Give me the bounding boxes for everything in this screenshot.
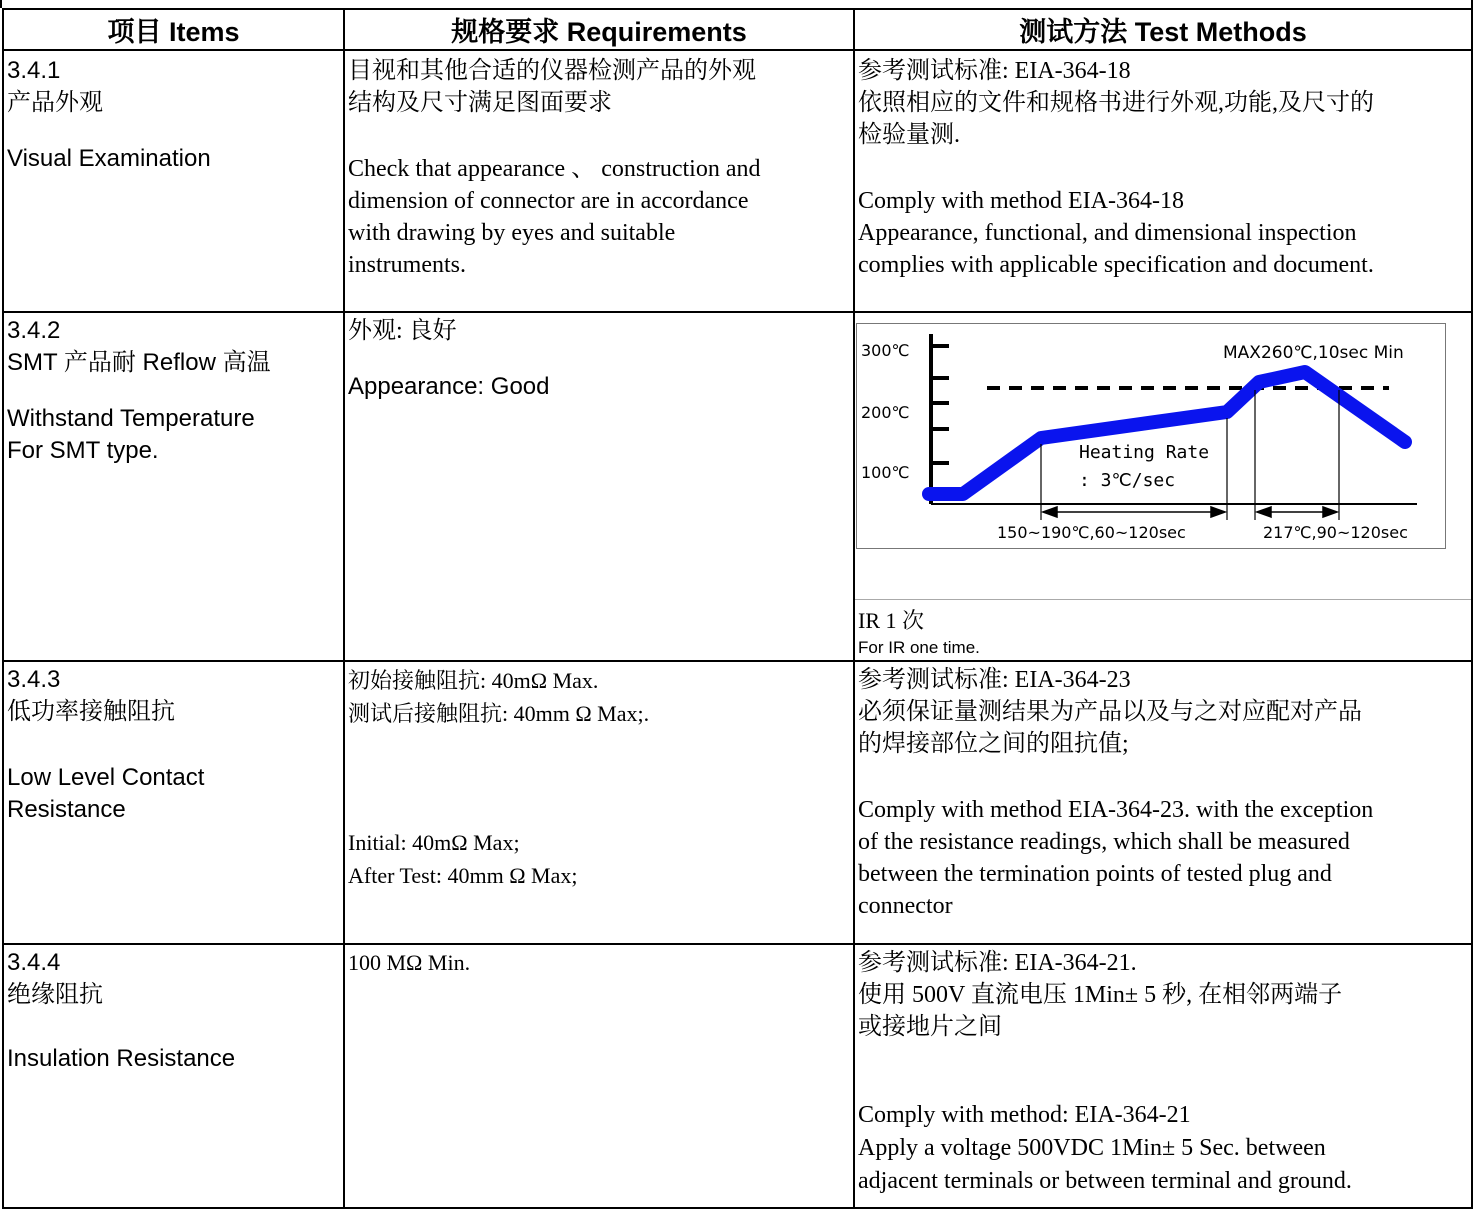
y-tick-label: 300℃ bbox=[861, 341, 910, 360]
method-cell bbox=[854, 661, 1472, 944]
text-line: Comply with method EIA-364-18 bbox=[858, 188, 1184, 214]
text-line: 100 MΩ Min. bbox=[348, 950, 471, 975]
item-name-en: For SMT type. bbox=[7, 437, 159, 464]
text-line: 外观: 良好 bbox=[348, 318, 457, 344]
text-line: 结构及尺寸满足图面要求 bbox=[348, 90, 612, 116]
table-row bbox=[3, 50, 1472, 312]
reflow-profile-chart bbox=[856, 323, 1446, 549]
y-tick-label: 200℃ bbox=[861, 403, 910, 422]
heating-rate-value: : 3℃/sec bbox=[1079, 470, 1176, 491]
text-line: Comply with method EIA-364-23. with the exception bbox=[858, 797, 1374, 823]
chart-divider bbox=[855, 599, 1471, 600]
method-cell bbox=[854, 50, 1472, 312]
text-line: Appearance: Good bbox=[348, 373, 550, 400]
item-name-en: Withstand Temperature bbox=[7, 405, 255, 432]
header-row bbox=[3, 9, 1472, 50]
text-line: 参考测试标准: EIA-364-23 bbox=[858, 667, 1131, 693]
text-line: After Test: 40mm Ω Max; bbox=[348, 863, 578, 888]
zone1-label: 150~190℃,60~120sec bbox=[997, 523, 1186, 542]
table-row bbox=[3, 944, 1472, 1208]
method-cell bbox=[854, 944, 1472, 1208]
item-cell bbox=[3, 312, 344, 661]
item-name-cn: 产品外观 bbox=[7, 89, 103, 116]
text-line: 使用 500V 直流电压 1Min± 5 秒, 在相邻两端子 bbox=[858, 982, 1343, 1008]
text-line: dimension of connector are in accordance bbox=[348, 188, 749, 214]
text-line: 目视和其他合适的仪器检测产品的外观 bbox=[348, 58, 756, 84]
text-line: complies with applicable specification and document. bbox=[858, 252, 1374, 278]
method-note-en: For IR one time. bbox=[858, 638, 980, 657]
text-line: 必须保证量测结果为产品以及与之对应配对产品 bbox=[858, 699, 1362, 725]
table-top-border bbox=[0, 0, 1473, 8]
text-line: instruments. bbox=[348, 252, 466, 278]
text-line: Apply a voltage 500VDC 1Min± 5 Sec. between bbox=[858, 1135, 1326, 1161]
header-requirements: 规格要求 Requirements bbox=[344, 9, 854, 50]
item-name-en: Visual Examination bbox=[7, 145, 211, 172]
requirement-cell bbox=[344, 944, 854, 1208]
text-line: 的焊接部位之间的阻抗值; bbox=[858, 731, 1129, 757]
y-axis-ticks bbox=[931, 346, 949, 463]
item-name-cn: 绝缘阻抗 bbox=[7, 981, 103, 1008]
item-cell bbox=[3, 50, 344, 312]
text-line: between the termination points of tested plug and bbox=[858, 861, 1332, 887]
header-items: 项目 Items bbox=[3, 9, 344, 50]
table-row bbox=[3, 312, 1472, 661]
peak-label: MAX260℃,10sec Min bbox=[1223, 343, 1404, 363]
heating-rate-label: Heating Rate bbox=[1079, 442, 1210, 463]
reflow-profile-svg bbox=[857, 324, 1445, 548]
text-line: 检验量测. bbox=[858, 122, 960, 148]
item-name-en: Low Level Contact bbox=[7, 764, 205, 791]
text-line: connector bbox=[858, 893, 953, 919]
text-line: of the resistance readings, which shall be measured bbox=[858, 829, 1350, 855]
requirement-cell bbox=[344, 661, 854, 944]
text-line: 测试后接触阻抗: 40mm Ω Max;. bbox=[348, 701, 650, 726]
table-row bbox=[3, 661, 1472, 944]
text-line: 参考测试标准: EIA-364-18 bbox=[858, 58, 1131, 84]
item-cell bbox=[3, 944, 344, 1208]
method-cell bbox=[854, 312, 1472, 661]
requirement-cell bbox=[344, 312, 854, 661]
item-name-en: Resistance bbox=[7, 796, 126, 823]
text-line: Initial: 40mΩ Max; bbox=[348, 830, 520, 855]
requirement-cell bbox=[344, 50, 854, 312]
item-name-en: Insulation Resistance bbox=[7, 1045, 236, 1072]
zone-arrows bbox=[1043, 507, 1337, 517]
method-note-cn: IR 1 次 bbox=[858, 608, 925, 633]
text-line: Comply with method: EIA-364-21 bbox=[858, 1102, 1191, 1128]
text-line: adjacent terminals or between terminal and ground. bbox=[858, 1168, 1352, 1194]
zone2-label: 217℃,90~120sec bbox=[1263, 523, 1408, 542]
item-cell bbox=[3, 661, 344, 944]
item-number: 3.4.3 bbox=[7, 666, 61, 693]
item-number: 3.4.1 bbox=[7, 57, 61, 84]
item-number: 3.4.2 bbox=[7, 317, 61, 344]
text-line: with drawing by eyes and suitable bbox=[348, 220, 676, 246]
item-name-cn: 低功率接触阻抗 bbox=[7, 698, 175, 725]
text-line: Appearance, functional, and dimensional inspection bbox=[858, 220, 1357, 246]
text-line: 依照相应的文件和规格书进行外观,功能,及尺寸的 bbox=[858, 90, 1374, 116]
item-number: 3.4.4 bbox=[7, 949, 61, 976]
text-line: 参考测试标准: EIA-364-21. bbox=[858, 950, 1137, 976]
y-tick-label: 100℃ bbox=[861, 463, 910, 482]
spec-table bbox=[2, 8, 1473, 1209]
header-test-methods: 测试方法 Test Methods bbox=[854, 9, 1472, 50]
text-line: 初始接触阻抗: 40mΩ Max. bbox=[348, 668, 599, 693]
text-line: Check that appearance 、 construction and bbox=[348, 156, 761, 182]
item-name-cn: SMT 产品耐 Reflow 高温 bbox=[7, 349, 271, 376]
text-line: 或接地片之间 bbox=[858, 1014, 1002, 1040]
